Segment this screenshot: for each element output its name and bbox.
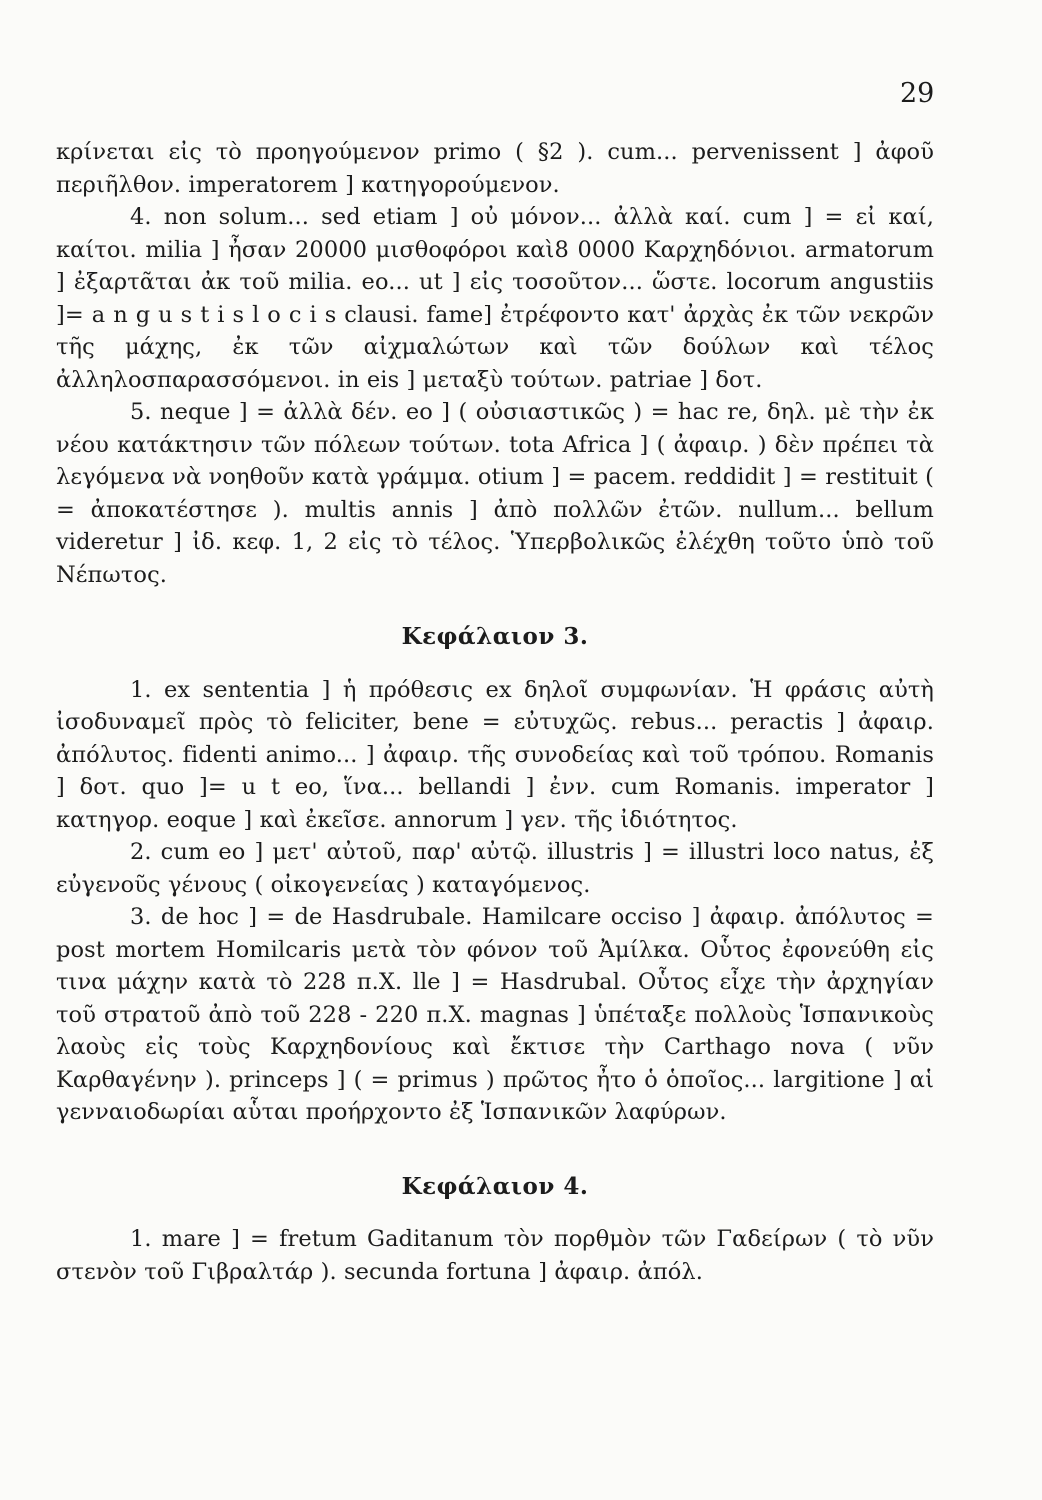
paragraph-3-3: 3. de hoc ] = de Hasdrubale. Hamilcare occiso ] ἀφαιρ. ἀπόλυτος = post mortem Homilcaris μετὰ τὸν φόνον τοῦ Ἀμίλκα. Οὗτος ἐφονεύθη εἰς τινα μάχην κατὰ τὸ 228 π.Χ. lle ] = Hasdrubal. Οὗτος εἶχε τὴν ἀρχηγίαν τοῦ στρατοῦ ἀπὸ τοῦ 228 - 220 π.Χ. magnas ] ὑπέταξε πολλοὺς Ἱσπανικοὺς λαοὺς εἰς τοὺς Καρχηδονίους καὶ ἔκτισε τὴν Carthago nova ( νῦν Καρθαγένην ). princeps ] ( = primus ) πρῶτος ἦτο ὁ ὁποῖος... largitione ] αἱ γενναιοδωρίαι αὗται προήρχοντο ἐξ Ἱσπανικῶν λαφύρων. [56, 904, 934, 1125]
paragraph-2-4: 4. non solum... sed etiam ] οὐ μόνον... ἀλλὰ καί. cum ] = εἰ καί, καίτοι. milia ] ἦσαν 20000 μισθοφόροι καὶ8 0000 Καρχηδόνιοι. armatorum ] ἐξαρτᾶται ἀκ τοῦ milia. eo... ut ] εἰς τοσοῦτον... ὥστε. locorum angustiis ]= a n g u s t i s l o c i s clausi. fame] ἐτρέφοντο κατ' ἀρχὰς ἐκ τῶν νεκρῶν τῆς μάχης, ἐκ τῶν αἰχμαλώτων καὶ τῶν δούλων καὶ τέλος ἀλληλοσπαρασσόμενοι. in eis ] μεταξὺ τούτων. patriae ] δοτ. [56, 204, 934, 393]
paragraph-4-1: 1. mare ] = fretum Gaditanum τὸν πορθμὸν τῶν Γαδείρων ( τὸ νῦν στενὸν τοῦ Γιβραλτάρ ). secunda fortuna ] ἀφαιρ. ἀπόλ. [56, 1226, 934, 1285]
paragraph-2-5: 5. neque ] = ἀλλὰ δέν. eo ] ( οὐσιαστικῶς ) = hac re, δηλ. μὲ τὴν ἐκ νέου κατάκτησιν τῶν πόλεων τούτων. tota Africa ] ( ἀφαιρ. ) δὲν πρέπει τὰ λεγόμενα νὰ νοηθοῦν κατὰ γράμμα. otium ] = pacem. reddidit ] = restituit ( = ἀποκατέστησε ). multis annis ] ἀπὸ πολλῶν ἐτῶν. nullum... bellum videretur ] ἰδ. κεφ. 1, 2 εἰς τὸ τέλος. Ὑπερβολικῶς ἐλέχθη τοῦτο ὑπὸ τοῦ Νέπωτος. [56, 399, 934, 588]
paragraph-3-2: 2. cum eo ] μετ' αὐτοῦ, παρ' αὐτῷ. illustris ] = illustri loco natus, ἐξ εὐγενοῦς γένους ( οἰκογενείας ) καταγόμενος. [56, 839, 934, 898]
chapter-4-heading: Κεφάλαιον 4. [401, 1172, 589, 1200]
paragraph-3-1: 1. ex sententia ] ἡ πρόθεσις ex δηλοῖ συμφωνίαν. Ἡ φράσις αὐτὴ ἰσοδυναμεῖ πρὸς τὸ feliciter, bene = εὐτυχῶς. rebus... peractis ] ἀφαιρ. ἀπόλυτος. fidenti animo... ] ἀφαιρ. τῆς συνοδείας καὶ τοῦ τρόπου. Romanis ] δοτ. quo ]= u t eo, ἵνα... bellandi ] ἐνν. cum Romanis. imperator ] κατηγορ. eoque ] καὶ ἐκεῖσε. annorum ] γεν. τῆς ἰδιότητος. [56, 676, 934, 833]
page-number: 29 [900, 78, 935, 109]
paragraph-continued: κρίνεται εἰς τὸ προηγούμενον primo ( §2 ). cum... pervenissent ] ἀφοῦ περιῆλθον. imperatorem ] κατηγορούμενον. [56, 139, 934, 198]
chapter-3-heading: Κεφάλαιον 3. [401, 623, 589, 650]
page-body [56, 136, 934, 1288]
